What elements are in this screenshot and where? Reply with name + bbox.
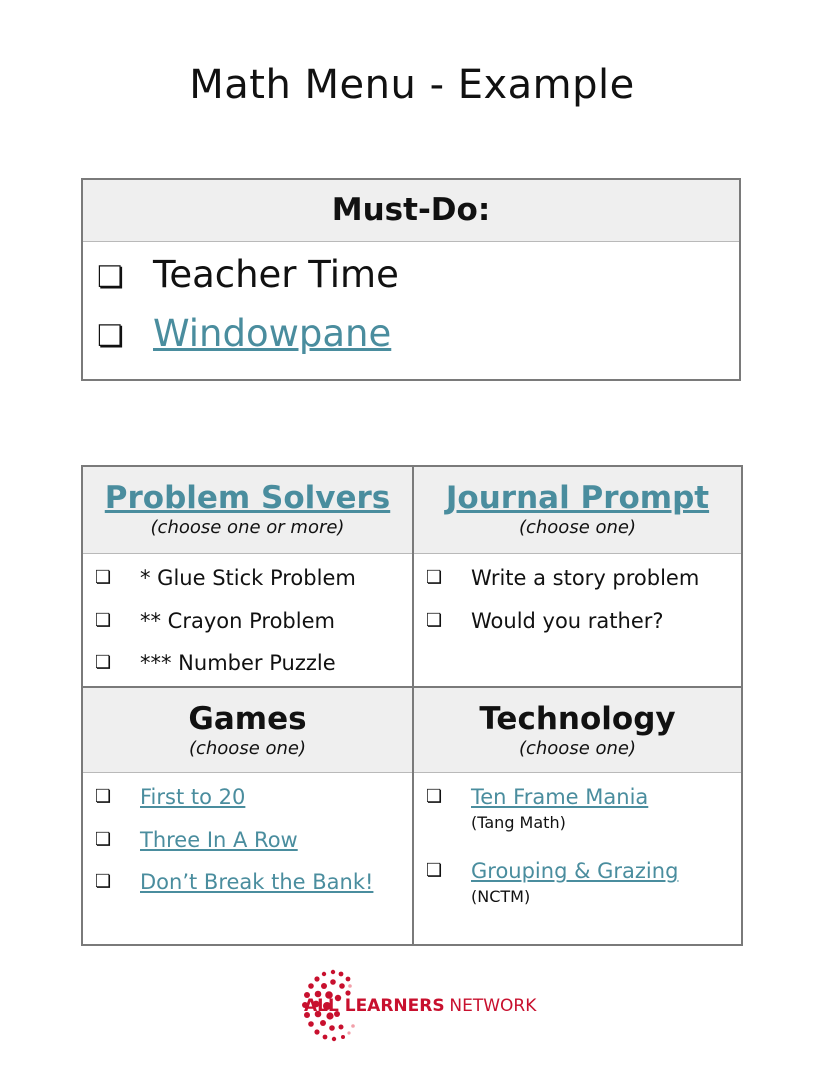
checkbox-icon[interactable]: ❏ [97,319,124,354]
must-do-item [97,250,399,300]
logo-bold-text: ALL LEARNERS [304,996,445,1016]
game-link[interactable]: First to 20 [140,785,246,809]
checkbox-icon[interactable]: ❏ [426,786,443,807]
checkbox-icon[interactable]: ❏ [95,829,112,850]
checkbox-icon[interactable]: ❏ [95,610,112,631]
checkbox-icon[interactable]: ❏ [97,260,124,295]
must-do-box [81,178,741,381]
games-heading: Games [188,701,307,737]
problem-solver-label: ** Crayon Problem [140,609,335,633]
problem-solver-label: * Glue Stick Problem [140,566,356,590]
checkbox-icon[interactable]: ❏ [95,786,112,807]
technology-header [414,688,741,773]
problem-solver-label: *** Number Puzzle [140,651,336,675]
technology-link[interactable]: Grouping & Grazing [471,859,679,883]
technology-source: (Tang Math) [471,813,566,832]
must-do-item [97,309,391,359]
game-link[interactable]: Don’t Break the Bank! [140,870,374,894]
journal-prompt-label: Would you rather? [471,609,664,633]
must-do-heading: Must-Do: [83,180,739,242]
checkbox-icon[interactable]: ❏ [426,860,443,881]
journal-prompt-link[interactable]: Journal Prompt [445,480,710,516]
games-header [83,688,412,773]
games-subtitle: (choose one) [188,738,307,759]
must-do-label: Teacher Time [153,253,399,296]
technology-source: (NCTM) [471,887,531,906]
problem-solvers-header [83,467,412,554]
problem-solvers-link[interactable]: Problem Solvers [104,480,391,516]
checkbox-icon[interactable]: ❏ [426,610,443,631]
logo-wordmark [304,996,536,1016]
technology-link[interactable]: Ten Frame Mania [471,785,649,809]
page-title: Math Menu - Example [189,62,635,108]
activity-grid [81,465,743,946]
checkbox-icon[interactable]: ❏ [95,871,112,892]
journal-prompt-subtitle: (choose one) [518,517,637,538]
logo-light-text: NETWORK [449,996,537,1016]
checkbox-icon[interactable]: ❏ [95,652,112,673]
checkbox-icon[interactable]: ❏ [426,567,443,588]
windowpane-link[interactable]: Windowpane [153,312,392,355]
technology-subtitle: (choose one) [518,738,637,759]
checkbox-icon[interactable]: ❏ [95,567,112,588]
grid-divider [412,467,414,944]
problem-solvers-subtitle: (choose one or more) [150,517,345,538]
journal-prompt-label: Write a story problem [471,566,700,590]
journal-prompt-header [414,467,741,554]
technology-heading: Technology [479,701,676,737]
game-link[interactable]: Three In A Row [140,828,298,852]
